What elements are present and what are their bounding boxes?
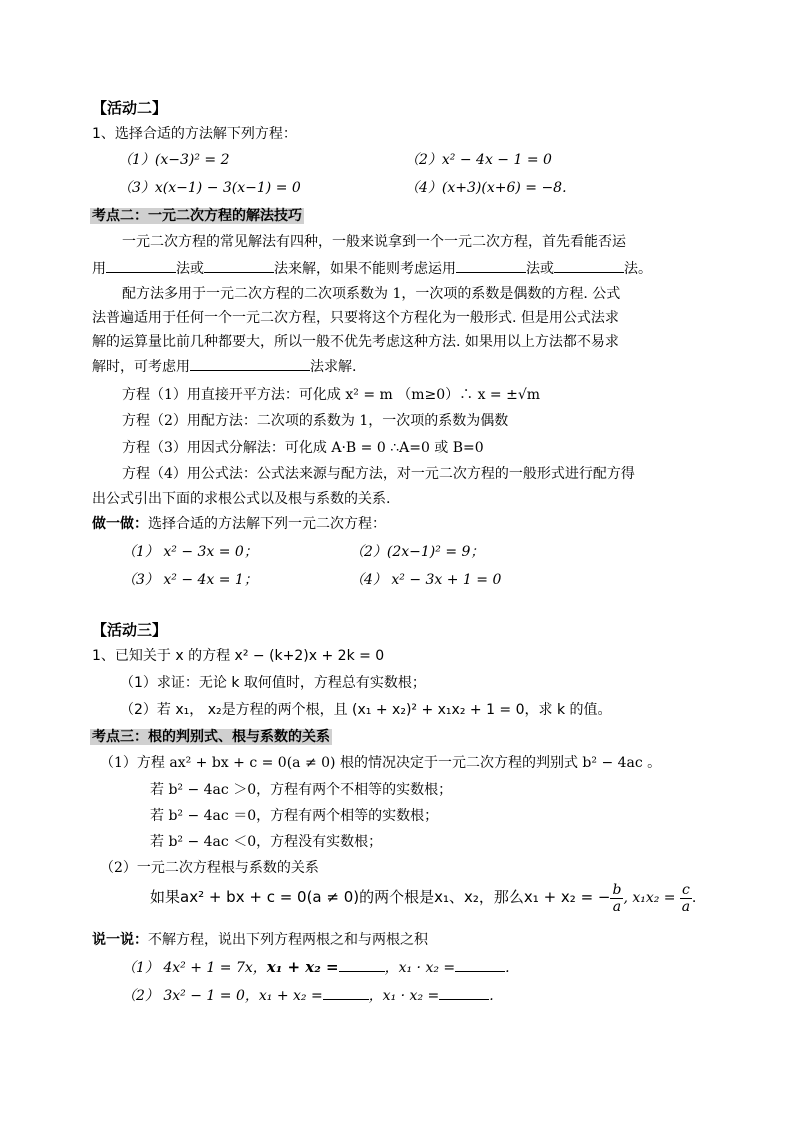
kp2-title: 考点二：一元二次方程的解法技巧 [92, 208, 302, 224]
vieta-product: , x₁x₂ = [623, 890, 680, 906]
practice-instruction: 选择合适的方法解下列一元二次方程： [148, 516, 386, 532]
kp3-title: 考点三：根的判别式、根与系数的关系 [92, 729, 330, 745]
kp3-heading [90, 727, 332, 747]
practice-eq-1: （1） x² − 3x = 0； [122, 544, 258, 560]
fraction-denominator: a [612, 898, 622, 915]
blank-method-3[interactable] [456, 258, 526, 273]
activity3-question: 1、已知关于 x 的方程 x² − (k+2)x + 2k = 0 [92, 648, 385, 664]
kp2-p1-line1: 一元二次方程的常见解法有四种，一般来说拿到一个一元二次方程，首先看能否运 [122, 234, 626, 250]
blank-method-4[interactable] [554, 258, 624, 273]
vieta-formula [150, 880, 696, 915]
blank-method-2[interactable] [204, 258, 274, 273]
fraction-c-over-a [680, 882, 692, 915]
activity3-sub-1: （1）求证：无论 k 取何值时，方程总有实数根； [120, 675, 426, 691]
blank-method-1[interactable] [106, 258, 176, 273]
activity2-title: 【活动二】 [92, 99, 168, 117]
method-4-note-line1: 方程（4）用公式法：公式法来源与配方法，对一元二次方程的一般形式进行配方得 [122, 466, 635, 482]
activity3-title: 【活动三】 [92, 621, 168, 639]
kp2-p1-text2: 法或 [176, 261, 204, 277]
activity2-question: 1、选择合适的方法解下列方程： [92, 126, 297, 142]
product-label-1: ，x₁ · x₂ = [384, 960, 456, 976]
say-eq-2: （2） 3x² − 1 = 0， [122, 988, 259, 1004]
method-2-note: 方程（2）用配方法：二次项的系数为 1，一次项的系数为偶数 [122, 413, 509, 429]
fraction-b-over-a [610, 882, 623, 915]
equation-3: （3）x(x−1) − 3(x−1) = 0 [118, 180, 301, 196]
discriminant-case-2: 若 b² − 4ac ＝0，方程有两个相等的实数根； [150, 808, 439, 824]
discriminant-case-1: 若 b² − 4ac ＞0，方程有两个不相等的实数根； [150, 782, 453, 798]
kp3-line-2: （2）一元二次方程根与系数的关系 [100, 860, 319, 876]
blank-product-2[interactable] [439, 985, 489, 1000]
blank-product-1[interactable] [455, 957, 505, 972]
say-end-2: . [489, 988, 494, 1004]
practice-eq-2: （2）(2x−1)² = 9； [350, 544, 485, 560]
equation-2: （2）x² − 4x − 1 = 0 [405, 152, 552, 168]
activity3-sub-2: （2）若 x₁， x₂是方程的两个根，且 (x₁ + x₂)² + x₁x₂ + 1 = 0，求 k 的值。 [120, 702, 612, 718]
practice-title: 做一做： [92, 516, 148, 532]
say-end-1: . [505, 960, 510, 976]
blank-sum-2[interactable] [323, 985, 369, 1000]
sum-label-2: x₁ + x₂ = [258, 988, 323, 1004]
kp2-heading [90, 206, 304, 226]
kp2-p2-line1: 配方法多用于一元二次方程的二次项系数为 1，一次项的系数是偶数的方程. 公式 [122, 286, 621, 302]
say-instruction: 不解方程，说出下列方程两根之和与两根之积 [148, 932, 428, 948]
method-3-note: 方程（3）用因式分解法：可化成 A·B = 0 ∴A=0 或 B=0 [122, 440, 484, 456]
equation-4: （4）(x+3)(x+6) = −8. [405, 180, 567, 196]
fraction-numerator: b [612, 881, 622, 898]
practice-eq-3: （3） x² − 4x = 1； [122, 572, 258, 588]
kp2-p2-line4 [92, 356, 356, 377]
vieta-end: . [691, 890, 697, 906]
equation-1: （1）(x−3)² = 2 [118, 152, 230, 168]
kp2-p1-line2 [92, 258, 652, 279]
kp2-p1-text3: 法来解，如果不能则考虑运用 [274, 261, 456, 277]
practice-eq-4: （4） x² − 3x + 1 = 0 [350, 572, 502, 588]
kp2-p1-text1: 用 [92, 261, 106, 277]
say-row-2 [122, 985, 494, 1006]
kp2-p2-text1: 解时，可考虑用 [92, 359, 190, 375]
kp2-p2-line2: 法普遍适用于任何一个一元二次方程，只要将这个方程化为一般形式. 但是用公式法求 [92, 310, 619, 326]
kp3-line-1: （1）方程 ax² + bx + c = 0(a ≠ 0) 根的情况决定于一元二次方程的判别式 b² − 4ac 。 [100, 755, 662, 771]
product-label-2: ，x₁ · x₂ = [368, 988, 440, 1004]
say-title: 说一说： [92, 932, 148, 948]
kp2-p1-text5: 法。 [624, 261, 652, 277]
fraction-numerator: c [681, 881, 690, 898]
method-4-note-line2: 出公式引出下面的求根公式以及根与系数的关系. [92, 491, 391, 507]
sum-label-1: x₁ + x₂ = [266, 958, 339, 976]
say-row-1 [122, 957, 510, 978]
practice-heading [92, 514, 386, 534]
blank-sum-1[interactable] [339, 957, 385, 972]
kp2-p2-text2: 法求解. [310, 359, 357, 375]
method-1-note: 方程（1）用直接开平方法：可化成 x² = m （m≥0）∴ x = ±√m [122, 387, 541, 403]
kp2-p2-line3: 解的运算量比前几种都要大，所以一般不优先考虑这种方法. 如果用以上方法都不易求 [92, 334, 619, 350]
kp2-p1-text4: 法或 [526, 261, 554, 277]
say-heading [92, 930, 428, 950]
vieta-text: 如果ax² + bx + c = 0(a ≠ 0)的两个根是x₁、x₂，那么x₁ + x₂ = − [150, 888, 611, 906]
blank-method-5[interactable] [190, 356, 310, 371]
say-eq-1: （1） 4x² + 1 = 7x， [122, 960, 267, 976]
discriminant-case-3: 若 b² − 4ac ＜0，方程没有实数根； [150, 834, 383, 850]
fraction-denominator: a [681, 898, 691, 915]
